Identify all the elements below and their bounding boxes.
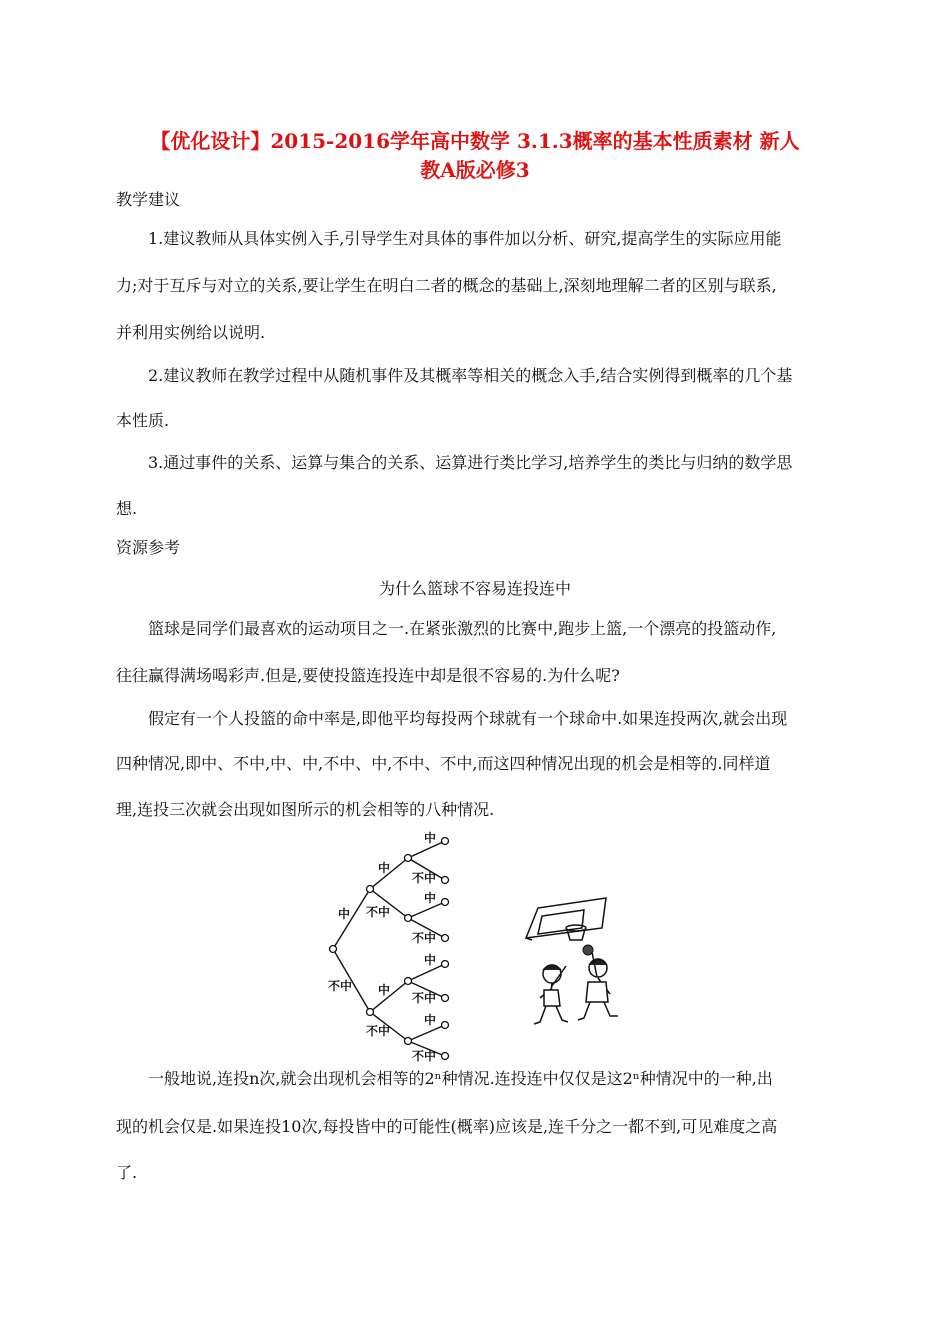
tree-label-hit: 中: [378, 983, 391, 997]
tree-label-miss: 不中: [366, 905, 391, 919]
paragraph-line: 了.: [116, 1163, 138, 1182]
paragraph-line: 往往赢得满场喝彩声.但是,要使投篮连投连中却是很不容易的.为什么呢?: [116, 666, 620, 685]
paragraph-line: 本性质.: [116, 411, 170, 430]
tree-label-miss: 不中: [328, 979, 353, 993]
tree-label-hit: 中: [378, 861, 391, 875]
paragraph-line: 力;对于互斥与对立的关系,要让学生在明白二者的概念的基础上,深刻地理解二者的区别与联系,: [116, 276, 777, 295]
paragraph-line: 3.通过事件的关系、运算与集合的关系、运算进行类比学习,培养学生的类比与归纳的数学思: [148, 453, 793, 472]
paragraph-line: 一般地说,连投n次,就会出现机会相等的2ⁿ种情况.连投连中仅仅是这2ⁿ种情况中的一种,出: [148, 1069, 773, 1088]
tree-label-hit: 中: [424, 831, 437, 845]
section-heading-teaching-advice: 教学建议: [116, 190, 181, 209]
tree-label-hit: 中: [424, 953, 437, 967]
document-title-line-2: 教A版必修3: [420, 158, 530, 182]
tree-label-hit: 中: [338, 907, 351, 921]
tree-label-miss: 不中: [412, 931, 437, 945]
paragraph-line: 1.建议教师从具体实例入手,引导学生对具体的事件加以分析、研究,提高学生的实际应用能: [148, 229, 782, 248]
paragraph-line: 假定有一个人投篮的命中率是,即他平均每投两个球就有一个球命中.如果连投两次,就会出现: [148, 709, 788, 728]
tree-label-miss: 不中: [412, 991, 437, 1005]
tree-label-hit: 中: [424, 1013, 437, 1027]
tree-label-hit: 中: [424, 891, 437, 905]
paragraph-line: 现的机会仅是.如果连投10次,每投皆中的可能性(概率)应该是,连千分之一都不到,可见难度之高: [116, 1117, 778, 1136]
paragraph-line: 四种情况,即中、不中,中、中,不中、中,不中、不中,而这四种情况出现的机会是相等的.同样道: [116, 754, 771, 773]
section-heading-resources: 资源参考: [116, 538, 181, 557]
document-title-line-1: 【优化设计】2015-2016学年高中数学 3.1.3概率的基本性质素材 新人: [150, 129, 800, 153]
paragraph-line: 并利用实例给以说明.: [116, 323, 266, 342]
article-title: 为什么篮球不容易连投连中: [378, 579, 571, 598]
tree-label-miss: 不中: [412, 1049, 437, 1063]
paragraph-line: 理,连投三次就会出现如图所示的机会相等的八种情况.: [116, 800, 495, 819]
paragraph-line: 2.建议教师在教学过程中从随机事件及其概率等相关的概念入手,结合实例得到概率的几个基: [148, 366, 793, 385]
basketball-players-illustration: [518, 894, 628, 1034]
paragraph-line: 想.: [116, 499, 138, 518]
paragraph-line: 篮球是同学们最喜欢的运动项目之一.在紧张激烈的比赛中,跑步上篮,一个漂亮的投篮动作,: [148, 619, 777, 638]
tree-label-miss: 不中: [366, 1024, 391, 1038]
tree-label-miss: 不中: [412, 871, 437, 885]
